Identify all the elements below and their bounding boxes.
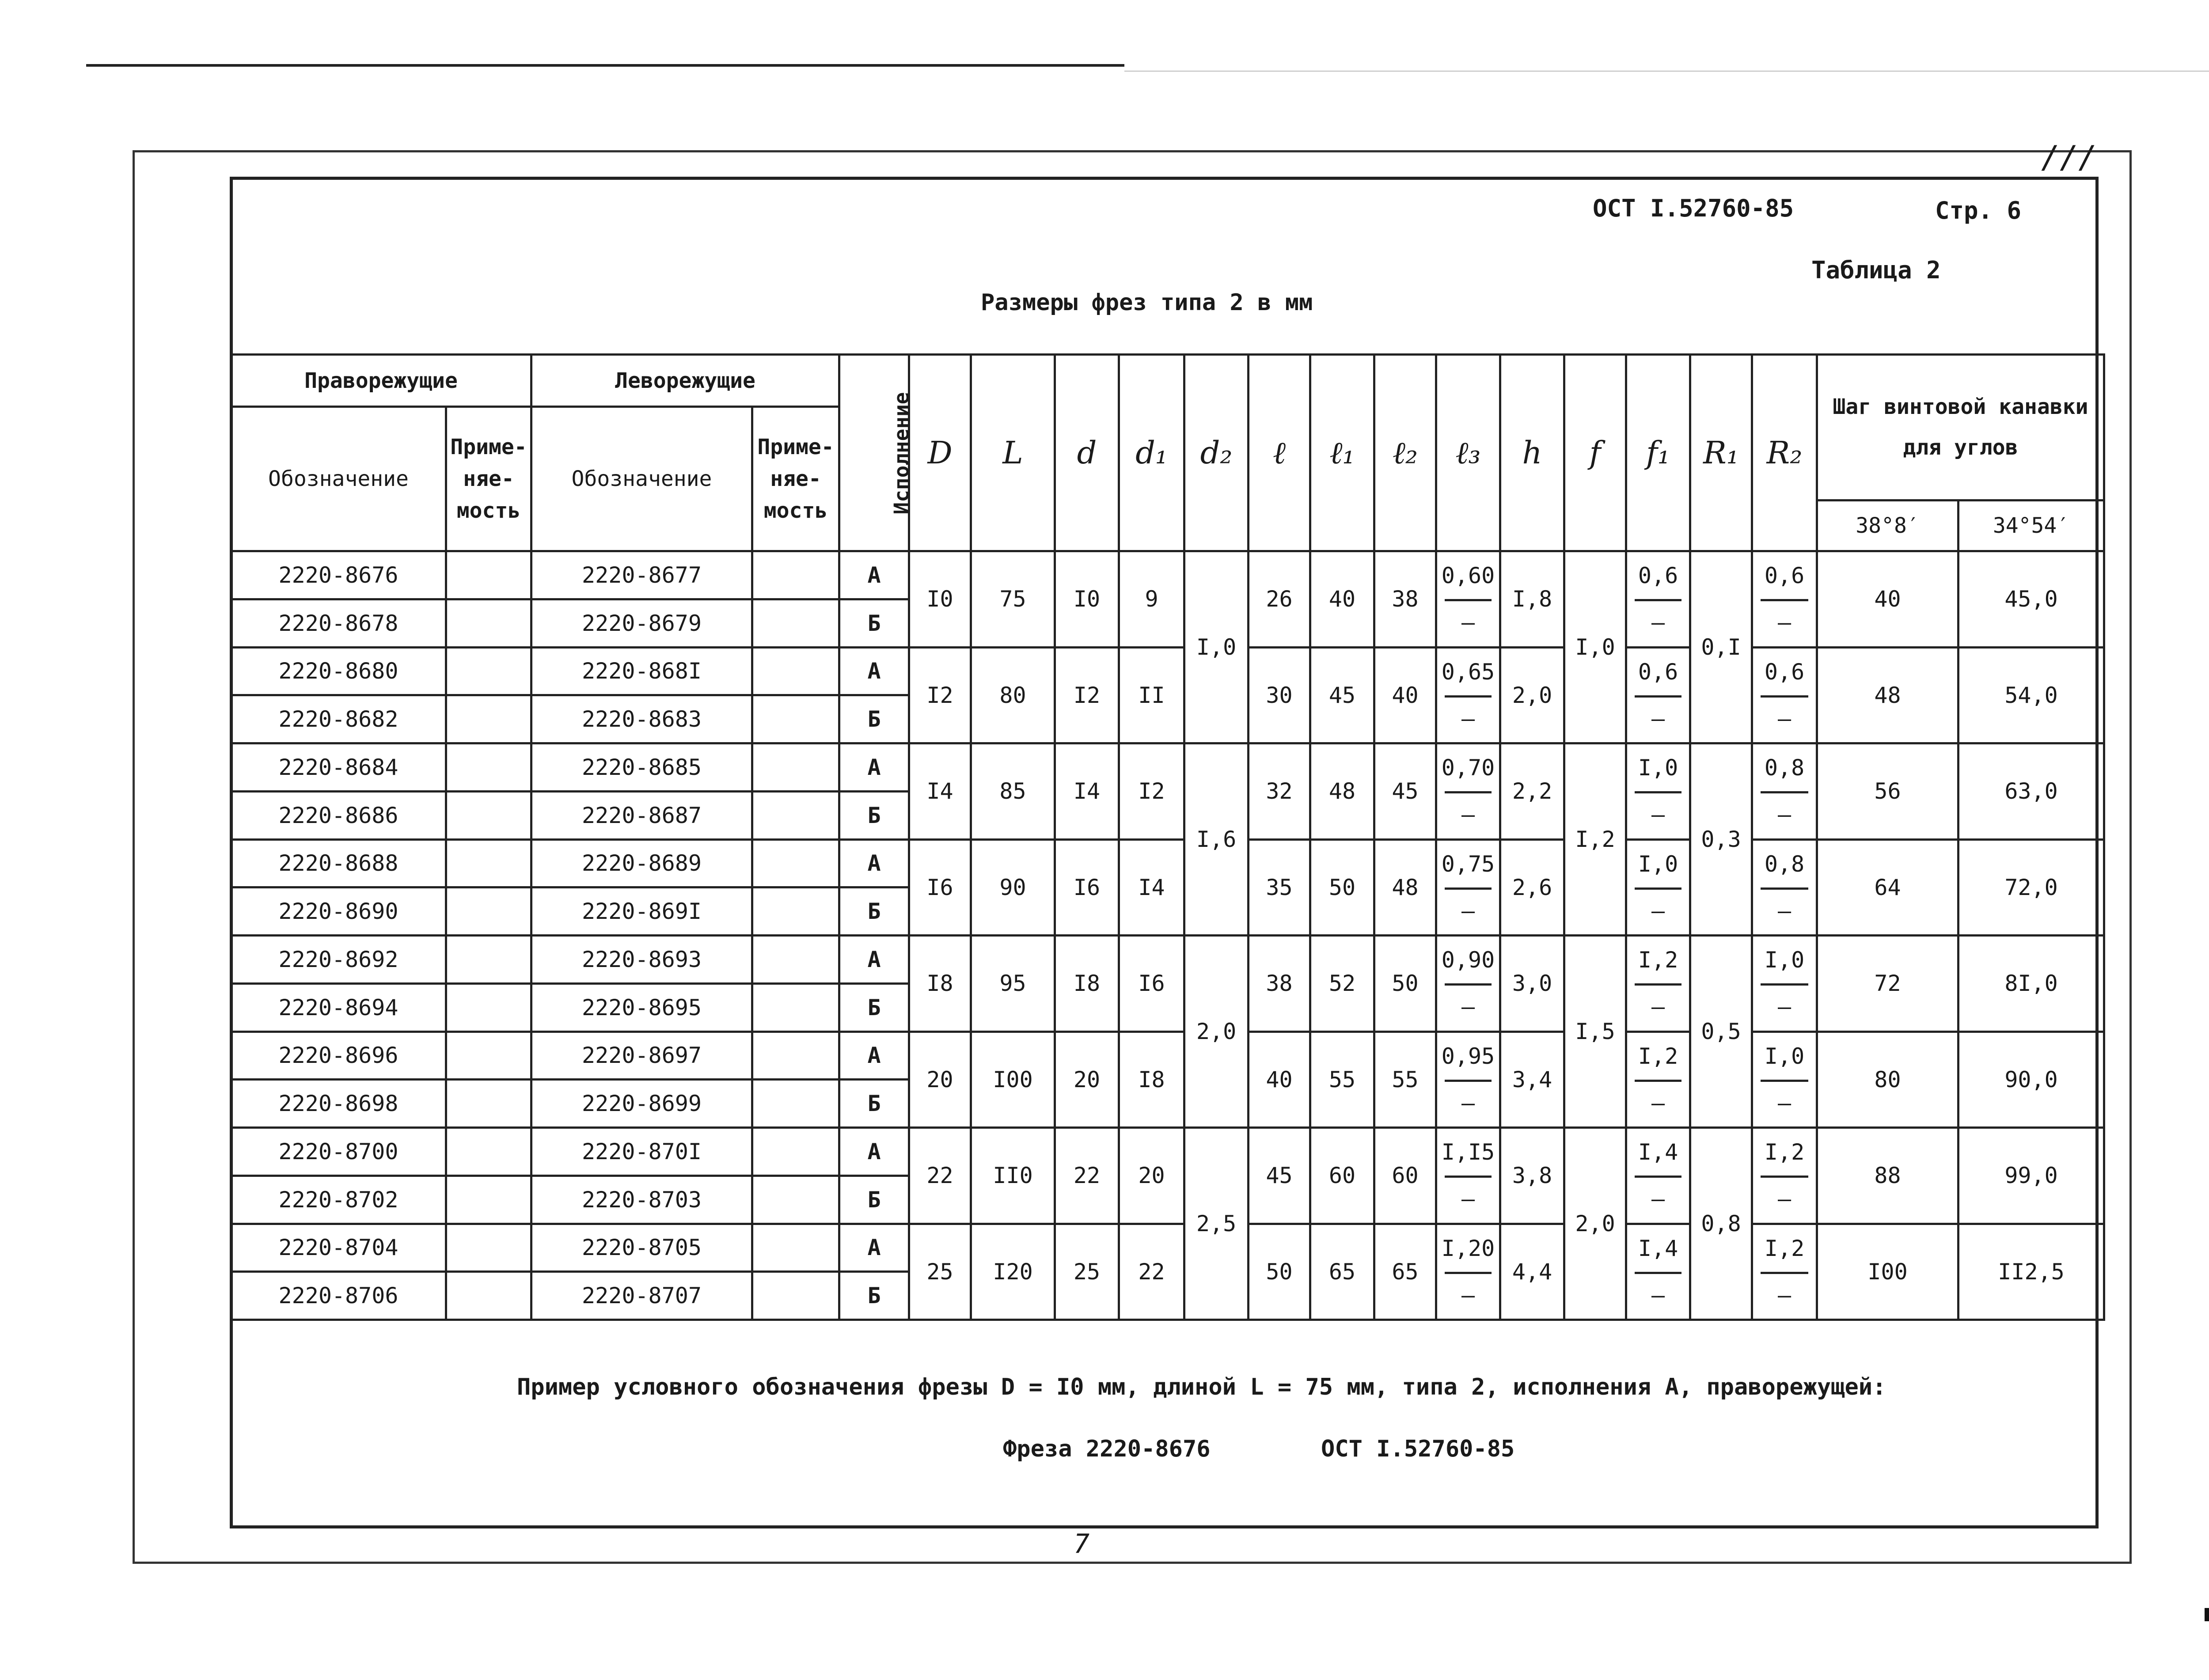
left-applicability <box>752 551 839 599</box>
cell-pitch-38: I00 <box>1817 1224 1958 1320</box>
cell-R2 <box>1752 1224 1817 1320</box>
cell-f1-value: 0,6 <box>1638 659 1678 685</box>
right-applicability <box>446 1224 531 1272</box>
cell-f1 <box>1626 647 1690 743</box>
left-applicability <box>752 1128 839 1176</box>
cell-h: 4,4 <box>1500 1224 1564 1320</box>
cell-l: 30 <box>1249 647 1310 743</box>
right-applicability <box>446 599 531 647</box>
header-l2: ℓ₂ <box>1374 355 1436 551</box>
cell-L: 90 <box>971 839 1055 936</box>
table-row <box>231 1032 2104 1080</box>
cell-R2-dash: – <box>1777 705 1791 732</box>
header-execution <box>839 355 914 551</box>
cell-L: I00 <box>971 1032 1055 1128</box>
cell-pitch-38: 40 <box>1817 551 1958 648</box>
cell-f1-value: I,2 <box>1638 947 1678 973</box>
cell-l3 <box>1436 936 1500 1032</box>
cell-l: 50 <box>1249 1224 1310 1320</box>
header-designation-left: Обозначение <box>531 407 752 551</box>
cell-f1 <box>1626 1224 1690 1320</box>
cell-pitch-34: 63,0 <box>1958 743 2104 840</box>
cell-d1: I2 <box>1119 743 1184 840</box>
cell-l3-dash: – <box>1461 898 1475 924</box>
header-h: h <box>1500 355 1564 551</box>
cell-l1: 45 <box>1310 647 1374 743</box>
header-R1: R₁ <box>1690 355 1752 551</box>
cell-L: II0 <box>971 1128 1055 1224</box>
left-designation: 2220-8693 <box>531 936 752 984</box>
cell-R2 <box>1752 1032 1817 1128</box>
header-f: f <box>1564 355 1626 551</box>
cell-R2-value: I,2 <box>1764 1139 1805 1165</box>
cell-l3 <box>1436 743 1500 840</box>
right-designation: 2220-8684 <box>231 743 446 792</box>
header-designation-right: Обозначение <box>231 407 446 551</box>
top-rule <box>86 64 1124 67</box>
cell-R2 <box>1752 743 1817 840</box>
cell-L: 95 <box>971 936 1055 1032</box>
cell-h: 3,0 <box>1500 936 1564 1032</box>
cell-D: 25 <box>909 1224 971 1320</box>
execution: Б <box>839 791 909 839</box>
left-applicability <box>752 1176 839 1224</box>
left-designation: 2220-868I <box>531 647 752 695</box>
cell-l1: 48 <box>1310 743 1374 840</box>
left-designation: 2220-8687 <box>531 791 752 839</box>
cell-d: I6 <box>1055 839 1119 936</box>
cell-l1: 55 <box>1310 1032 1374 1128</box>
cell-R2-dash: – <box>1777 1090 1791 1116</box>
cell-l2: 60 <box>1374 1128 1436 1224</box>
right-applicability <box>446 743 531 792</box>
cell-l3-value: I,I5 <box>1441 1139 1495 1165</box>
cell-f1-value: I,0 <box>1638 851 1678 877</box>
left-applicability <box>752 1272 839 1320</box>
cell-f1 <box>1626 551 1690 648</box>
table-row <box>231 551 2104 599</box>
cell-l2: 48 <box>1374 839 1436 936</box>
header-l3: ℓ₃ <box>1436 355 1500 551</box>
cell-h: 2,2 <box>1500 743 1564 840</box>
left-applicability <box>752 647 839 695</box>
header-angle-2: 34°54′ <box>1958 501 2104 551</box>
right-applicability <box>446 1080 531 1128</box>
cell-f: 2,0 <box>1564 1128 1626 1320</box>
cell-R2-dash: – <box>1777 1282 1791 1308</box>
cell-d1: I8 <box>1119 1032 1184 1128</box>
right-designation: 2220-8696 <box>231 1032 446 1080</box>
cell-h: 3,8 <box>1500 1128 1564 1224</box>
cell-D: 20 <box>909 1032 971 1128</box>
cell-l: 35 <box>1249 839 1310 936</box>
right-designation: 2220-8694 <box>231 983 446 1032</box>
table-row <box>231 1128 2104 1176</box>
right-applicability <box>446 695 531 743</box>
cell-f1 <box>1626 1128 1690 1224</box>
table-row <box>231 647 2104 695</box>
designation-sample: Фреза 2220-8676 ОСТ I.52760-85 <box>1003 1436 1515 1462</box>
cell-l2: 38 <box>1374 551 1436 648</box>
cell-d2: 2,5 <box>1184 1128 1249 1320</box>
cell-l: 32 <box>1249 743 1310 840</box>
right-applicability <box>446 887 531 936</box>
left-designation: 2220-8683 <box>531 695 752 743</box>
cell-d: 25 <box>1055 1224 1119 1320</box>
cell-R2 <box>1752 839 1817 936</box>
right-designation: 2220-8688 <box>231 839 446 887</box>
cell-D: I4 <box>909 743 971 840</box>
cell-l3-value: 0,65 <box>1441 659 1495 685</box>
table-label: Таблица 2 <box>1811 256 1941 284</box>
cell-R1: 0,3 <box>1690 743 1752 936</box>
cell-R2-dash: – <box>1777 898 1791 924</box>
cell-l3 <box>1436 1224 1500 1320</box>
cell-l3-value: 0,90 <box>1441 947 1495 973</box>
right-applicability <box>446 791 531 839</box>
cell-l3 <box>1436 1032 1500 1128</box>
scan-mark <box>2205 1608 2209 1621</box>
cell-l3-dash: – <box>1461 705 1475 732</box>
corner-number: /// <box>2041 139 2097 175</box>
execution: А <box>839 839 909 887</box>
page-number: 7 <box>1074 1528 1090 1559</box>
cell-R2-value: 0,6 <box>1764 563 1805 589</box>
designation-example: Пример условного обозначения фрезы D = I0 мм, длиной L = 75 мм, типа 2, исполнения А, праворежущей: <box>517 1374 1886 1400</box>
cell-f1 <box>1626 936 1690 1032</box>
table-row <box>231 936 2104 984</box>
right-designation: 2220-8676 <box>231 551 446 599</box>
right-designation: 2220-8686 <box>231 791 446 839</box>
header-l1: ℓ₁ <box>1310 355 1374 551</box>
cell-l1: 65 <box>1310 1224 1374 1320</box>
cell-pitch-38: 88 <box>1817 1128 1958 1224</box>
header-R2: R₂ <box>1752 355 1817 551</box>
cell-f1-dash: – <box>1651 1186 1665 1212</box>
cell-l2: 65 <box>1374 1224 1436 1320</box>
cell-pitch-34: 99,0 <box>1958 1128 2104 1224</box>
left-applicability <box>752 839 839 887</box>
cell-R2 <box>1752 1128 1817 1224</box>
cell-d: 22 <box>1055 1128 1119 1224</box>
top-rule-faint <box>1124 71 2209 72</box>
right-designation: 2220-8702 <box>231 1176 446 1224</box>
cell-d2: I,6 <box>1184 743 1249 936</box>
execution: А <box>839 936 909 984</box>
cell-l3 <box>1436 551 1500 648</box>
cell-f1 <box>1626 743 1690 840</box>
cell-R2-dash: – <box>1777 994 1791 1020</box>
cell-l1: 40 <box>1310 551 1374 648</box>
table-title: Размеры фрез типа 2 в мм <box>981 289 1313 316</box>
cell-l: 38 <box>1249 936 1310 1032</box>
cell-R1: 0,I <box>1690 551 1752 743</box>
cell-f1-dash: – <box>1651 1090 1665 1116</box>
cell-L: 85 <box>971 743 1055 840</box>
left-designation: 2220-869I <box>531 887 752 936</box>
cell-R2-value: 0,6 <box>1764 659 1805 685</box>
cell-f1-dash: – <box>1651 705 1665 732</box>
header-applicability-left: Приме- няе- мость <box>752 407 839 551</box>
cell-d: I8 <box>1055 936 1119 1032</box>
cell-l: 40 <box>1249 1032 1310 1128</box>
left-designation: 2220-8695 <box>531 983 752 1032</box>
cell-l3-dash: – <box>1461 1282 1475 1308</box>
cell-l3-dash: – <box>1461 802 1475 828</box>
cell-d1: 20 <box>1119 1128 1184 1224</box>
right-applicability <box>446 1272 531 1320</box>
cell-D: I6 <box>909 839 971 936</box>
header-d1: d₁ <box>1119 355 1184 551</box>
cell-R2-value: I,2 <box>1764 1235 1805 1261</box>
cell-d: I2 <box>1055 647 1119 743</box>
cell-D: I2 <box>909 647 971 743</box>
left-applicability <box>752 599 839 647</box>
execution: А <box>839 647 909 695</box>
cell-f1-value: I,4 <box>1638 1139 1678 1165</box>
execution: Б <box>839 1176 909 1224</box>
right-designation: 2220-8692 <box>231 936 446 984</box>
left-designation: 2220-8703 <box>531 1176 752 1224</box>
right-applicability <box>446 647 531 695</box>
execution: Б <box>839 695 909 743</box>
cell-pitch-38: 56 <box>1817 743 1958 840</box>
left-applicability <box>752 1224 839 1272</box>
cell-pitch-38: 48 <box>1817 647 1958 743</box>
cell-R2-dash: – <box>1777 610 1791 636</box>
cell-l3 <box>1436 647 1500 743</box>
left-designation: 2220-8707 <box>531 1272 752 1320</box>
cell-D: I8 <box>909 936 971 1032</box>
right-designation: 2220-8680 <box>231 647 446 695</box>
cell-d1: I4 <box>1119 839 1184 936</box>
dimensions-table <box>230 353 2105 1321</box>
cell-pitch-38: 72 <box>1817 936 1958 1032</box>
cell-d: 20 <box>1055 1032 1119 1128</box>
cell-L: 80 <box>971 647 1055 743</box>
right-designation: 2220-8678 <box>231 599 446 647</box>
cell-R1: 0,8 <box>1690 1128 1752 1320</box>
cell-d2: 2,0 <box>1184 936 1249 1128</box>
right-applicability <box>446 936 531 984</box>
cell-f: I,2 <box>1564 743 1626 936</box>
cell-l3-dash: – <box>1461 610 1475 636</box>
cell-pitch-38: 64 <box>1817 839 1958 936</box>
header-f1: f₁ <box>1626 355 1690 551</box>
right-applicability <box>446 1128 531 1176</box>
cell-l3 <box>1436 1128 1500 1224</box>
cell-d1: 22 <box>1119 1224 1184 1320</box>
right-applicability <box>446 983 531 1032</box>
header-angle-1: 38°8′ <box>1817 501 1958 551</box>
header-pitch: Шаг винтовой канавки для углов <box>1817 355 2104 501</box>
page-label: Стр. 6 <box>1935 197 2022 224</box>
cell-l3 <box>1436 839 1500 936</box>
left-applicability <box>752 1032 839 1080</box>
left-applicability <box>752 695 839 743</box>
left-designation: 2220-8697 <box>531 1032 752 1080</box>
cell-d: I0 <box>1055 551 1119 648</box>
header-left-cutting: Леворежущие <box>531 355 839 407</box>
cell-f1-value: 0,6 <box>1638 563 1678 589</box>
cell-h: 2,0 <box>1500 647 1564 743</box>
left-applicability <box>752 936 839 984</box>
execution: А <box>839 1128 909 1176</box>
cell-pitch-38: 80 <box>1817 1032 1958 1128</box>
cell-d1: I6 <box>1119 936 1184 1032</box>
left-designation: 2220-8677 <box>531 551 752 599</box>
cell-pitch-34: 72,0 <box>1958 839 2104 936</box>
right-applicability <box>446 1176 531 1224</box>
cell-l: 45 <box>1249 1128 1310 1224</box>
cell-l3-dash: – <box>1461 1186 1475 1212</box>
cell-f1-value: I,0 <box>1638 755 1678 781</box>
header-applicability-right: Приме- няе- мость <box>446 407 531 551</box>
cell-f1-value: I,2 <box>1638 1043 1678 1069</box>
left-designation: 2220-8699 <box>531 1080 752 1128</box>
cell-L: 75 <box>971 551 1055 648</box>
cell-l2: 45 <box>1374 743 1436 840</box>
cell-f: I,5 <box>1564 936 1626 1128</box>
cell-f1-dash: – <box>1651 994 1665 1020</box>
cell-pitch-34: II2,5 <box>1958 1224 2104 1320</box>
cell-R1: 0,5 <box>1690 936 1752 1128</box>
cell-f1 <box>1626 839 1690 936</box>
cell-d1: II <box>1119 647 1184 743</box>
execution: Б <box>839 1272 909 1320</box>
table-row <box>231 1224 2104 1272</box>
header-right-cutting: Праворежущие <box>231 355 531 407</box>
left-designation: 2220-8689 <box>531 839 752 887</box>
cell-d1: 9 <box>1119 551 1184 648</box>
right-applicability <box>446 1032 531 1080</box>
cell-D: I0 <box>909 551 971 648</box>
cell-h: I,8 <box>1500 551 1564 648</box>
left-designation: 2220-8679 <box>531 599 752 647</box>
cell-l3-value: 0,60 <box>1441 563 1495 589</box>
right-applicability <box>446 551 531 599</box>
cell-R2-value: I,0 <box>1764 1043 1805 1069</box>
right-designation: 2220-8700 <box>231 1128 446 1176</box>
cell-f1-value: I,4 <box>1638 1235 1678 1261</box>
execution: Б <box>839 983 909 1032</box>
execution: А <box>839 551 909 599</box>
execution: А <box>839 1032 909 1080</box>
table-row <box>231 743 2104 792</box>
execution: А <box>839 743 909 792</box>
cell-l3-value: 0,95 <box>1441 1043 1495 1069</box>
cell-l2: 50 <box>1374 936 1436 1032</box>
cell-l3-value: I,20 <box>1441 1235 1495 1261</box>
left-applicability <box>752 983 839 1032</box>
execution: Б <box>839 599 909 647</box>
cell-l3-value: 0,70 <box>1441 755 1495 781</box>
cell-R2-value: I,0 <box>1764 947 1805 973</box>
execution-label: Исполнение <box>889 392 914 515</box>
cell-R2 <box>1752 551 1817 648</box>
cell-D: 22 <box>909 1128 971 1224</box>
left-applicability <box>752 791 839 839</box>
execution: Б <box>839 1080 909 1128</box>
left-applicability <box>752 743 839 792</box>
cell-pitch-34: 8I,0 <box>1958 936 2104 1032</box>
cell-f1-dash: – <box>1651 802 1665 828</box>
cell-R2 <box>1752 936 1817 1032</box>
cell-l3-dash: – <box>1461 1090 1475 1116</box>
cell-pitch-34: 54,0 <box>1958 647 2104 743</box>
cell-f1-dash: – <box>1651 610 1665 636</box>
cell-R2-value: 0,8 <box>1764 851 1805 877</box>
right-designation: 2220-8704 <box>231 1224 446 1272</box>
cell-d2: I,0 <box>1184 551 1249 743</box>
table-row <box>231 839 2104 887</box>
header-d: d <box>1055 355 1119 551</box>
right-designation: 2220-8698 <box>231 1080 446 1128</box>
standard-code: ОСТ I.52760-85 <box>1593 194 1794 222</box>
cell-f1-dash: – <box>1651 1282 1665 1308</box>
cell-f1-dash: – <box>1651 898 1665 924</box>
cell-l1: 50 <box>1310 839 1374 936</box>
left-designation: 2220-870I <box>531 1128 752 1176</box>
cell-pitch-34: 90,0 <box>1958 1032 2104 1128</box>
cell-R2-dash: – <box>1777 802 1791 828</box>
execution: А <box>839 1224 909 1272</box>
cell-f1 <box>1626 1032 1690 1128</box>
left-designation: 2220-8705 <box>531 1224 752 1272</box>
cell-d: I4 <box>1055 743 1119 840</box>
cell-l3-dash: – <box>1461 994 1475 1020</box>
left-applicability <box>752 1080 839 1128</box>
header-D: D <box>909 355 971 551</box>
cell-l2: 40 <box>1374 647 1436 743</box>
cell-pitch-34: 45,0 <box>1958 551 2104 648</box>
cell-l1: 60 <box>1310 1128 1374 1224</box>
header-l: ℓ <box>1249 355 1310 551</box>
cell-f: I,0 <box>1564 551 1626 743</box>
cell-l2: 55 <box>1374 1032 1436 1128</box>
left-designation: 2220-8685 <box>531 743 752 792</box>
cell-h: 3,4 <box>1500 1032 1564 1128</box>
right-designation: 2220-8690 <box>231 887 446 936</box>
cell-l: 26 <box>1249 551 1310 648</box>
cell-h: 2,6 <box>1500 839 1564 936</box>
header-d2: d₂ <box>1184 355 1249 551</box>
execution: Б <box>839 887 909 936</box>
right-applicability <box>446 839 531 887</box>
cell-l1: 52 <box>1310 936 1374 1032</box>
cell-R2-dash: – <box>1777 1186 1791 1212</box>
header-L: L <box>971 355 1055 551</box>
cell-R2-value: 0,8 <box>1764 755 1805 781</box>
right-designation: 2220-8682 <box>231 695 446 743</box>
left-applicability <box>752 887 839 936</box>
cell-R2 <box>1752 647 1817 743</box>
right-designation: 2220-8706 <box>231 1272 446 1320</box>
cell-l3-value: 0,75 <box>1441 851 1495 877</box>
cell-L: I20 <box>971 1224 1055 1320</box>
